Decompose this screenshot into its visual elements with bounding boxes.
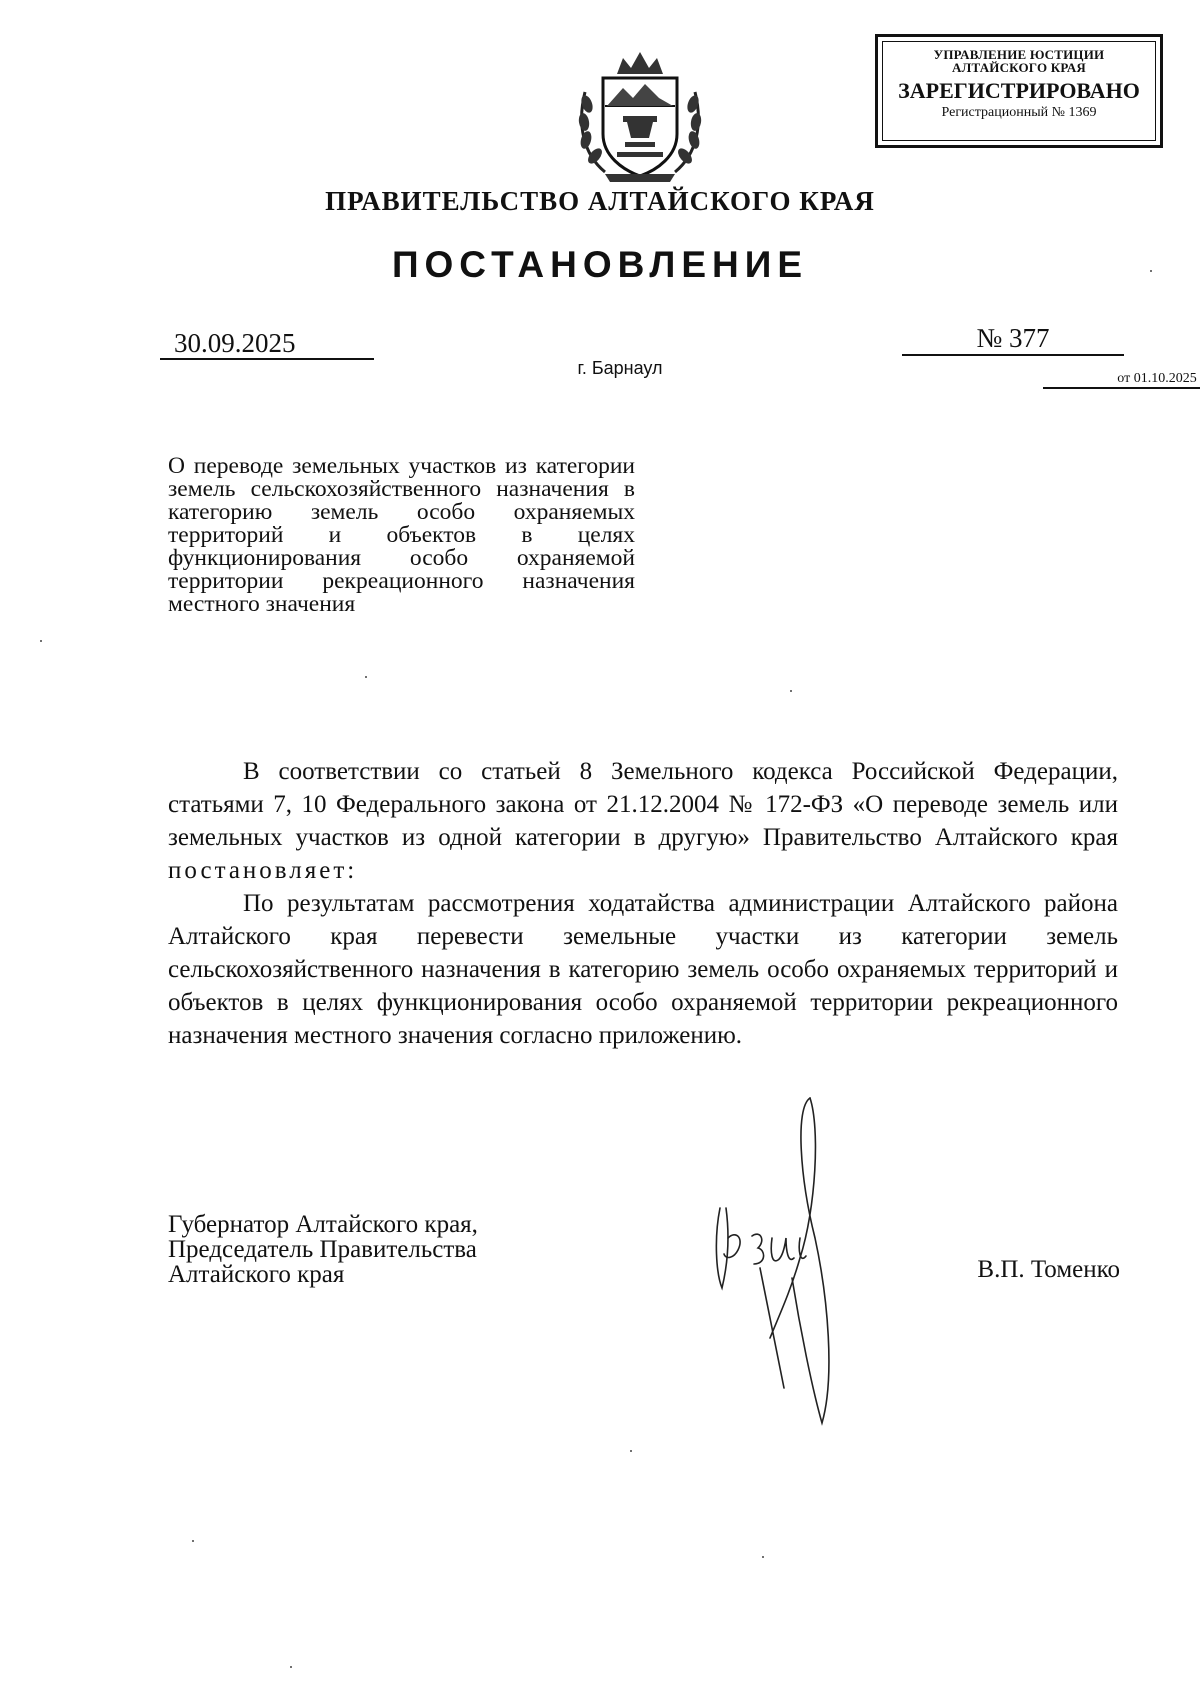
scan-speck <box>192 1540 194 1542</box>
document-subject: О переводе земельных участков из категории земель сельскохозяйственного назначения в категорию земель особо охраняемых территорий и объектов в целях функционирования особо охраняемой территории рекреационного назначения местного значения <box>168 453 635 617</box>
scan-speck <box>365 676 367 678</box>
scan-speck <box>790 690 792 692</box>
signatory-position <box>168 1212 478 1287</box>
stamp-status: ЗАРЕГИСТРИРОВАНО <box>898 78 1140 103</box>
scan-speck <box>1150 270 1152 272</box>
signatory-name: В.П. Томенко <box>977 1256 1120 1283</box>
altai-krai-coat-of-arms-icon <box>575 44 705 186</box>
scan-speck <box>40 640 42 642</box>
document-type-title: ПОСТАНОВЛЕНИЕ <box>391 244 809 285</box>
body-paragraph-2: По результатам рассмотрения ходатайства администрации Алтайского района Алтайского края перевести земельные участки из категории земель сельскохозяйственного назначения в категорию земель особо охраняемых территорий и объектов в целях функционирования особо охраняемой территории рекреационного назначения местного значения согласно приложению. <box>168 890 1118 1049</box>
document-body <box>168 755 1118 1052</box>
body-paragraph-1 <box>168 755 1118 887</box>
scan-speck <box>762 1556 764 1558</box>
document-city: г. Барнаул <box>577 358 663 378</box>
body-paragraph-1-text: В соответствии со статьей 8 Земельного кодекса Российской Федерации, статьями 7, 10 Федерального закона от 21.12.2004 № 172-ФЗ «О переводе земель или земельных участков из одной категории в другую» Правительство Алтайского края <box>168 758 1118 851</box>
stamp-organization: УПРАВЛЕНИЕ ЮСТИЦИИ АЛТАЙСКОГО КРАЯ <box>933 47 1105 75</box>
signatory-position-line-2: Председатель Правительства <box>168 1236 477 1263</box>
signatory-position-line-1: Губернатор Алтайского края, <box>168 1211 478 1238</box>
signatory-position-line-3: Алтайского края <box>168 1261 345 1288</box>
body-paragraph-1-verb: постановляет: <box>168 857 358 884</box>
scan-speck <box>290 1666 292 1668</box>
stamp-registration-date: от 01.10.2025 <box>1043 370 1200 389</box>
scan-speck <box>630 1450 632 1452</box>
government-title: ПРАВИТЕЛЬСТВО АЛТАЙСКОГО КРАЯ <box>325 186 875 216</box>
document-date: 30.09.2025 <box>160 328 374 360</box>
stamp-registration-number: Регистрационный № 1369 <box>941 105 1097 120</box>
document-number: № 377 <box>902 322 1124 356</box>
handwritten-signature-icon <box>700 1088 890 1433</box>
